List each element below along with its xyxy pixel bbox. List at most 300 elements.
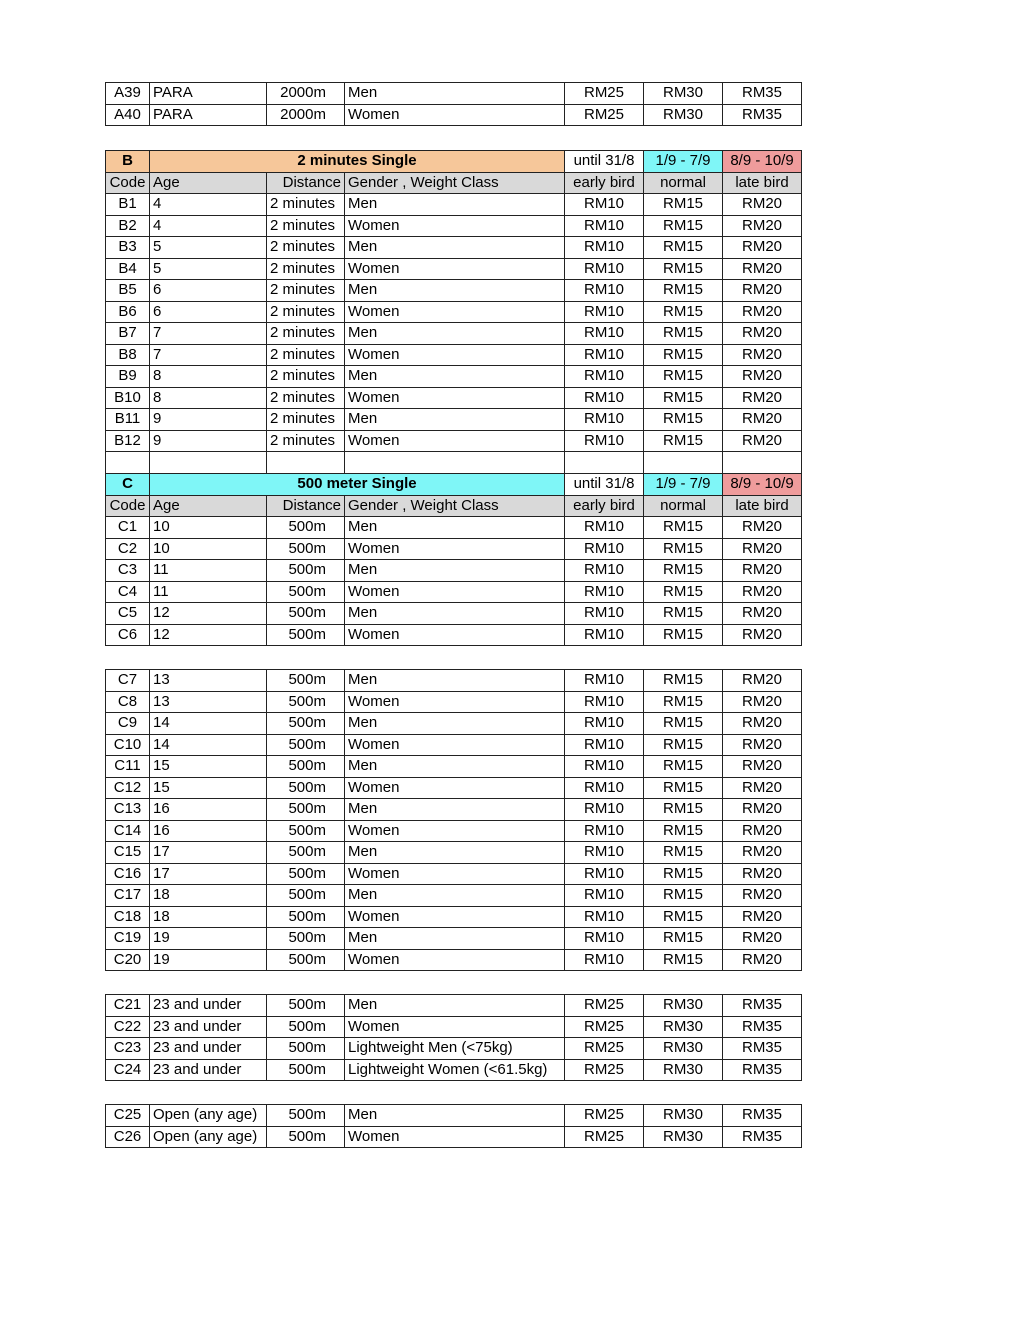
cell-age: 11 xyxy=(150,560,267,582)
table-row xyxy=(106,885,802,907)
cell-age: 4 xyxy=(150,194,267,216)
cell-early-fee: RM10 xyxy=(565,301,644,323)
cell-code: C25 xyxy=(106,1105,150,1127)
cell-early-fee: RM10 xyxy=(565,560,644,582)
cell-normal-fee: RM15 xyxy=(644,756,723,778)
cell-code: C8 xyxy=(106,691,150,713)
cell-late-fee: RM20 xyxy=(723,842,802,864)
cell-code: C20 xyxy=(106,949,150,971)
cell-normal-fee: RM15 xyxy=(644,928,723,950)
cell-age: 23 and under xyxy=(150,1016,267,1038)
cell-early-fee: RM10 xyxy=(565,280,644,302)
cell-late-fee: RM20 xyxy=(723,517,802,539)
cell-gender: Women xyxy=(345,691,565,713)
cell-age: 5 xyxy=(150,237,267,259)
cell-age: 23 and under xyxy=(150,995,267,1017)
table-row xyxy=(106,1016,802,1038)
cell-early-fee: RM10 xyxy=(565,538,644,560)
cell-code: B3 xyxy=(106,237,150,259)
cell-late-fee: RM20 xyxy=(723,194,802,216)
cell-late-fee: RM20 xyxy=(723,691,802,713)
cell-gender: Women xyxy=(345,1126,565,1148)
cell-distance: 2 minutes xyxy=(267,280,345,302)
cell-code: B9 xyxy=(106,366,150,388)
cell-early-fee: RM25 xyxy=(565,1126,644,1148)
cell-code: C23 xyxy=(106,1038,150,1060)
cell-early-fee: RM10 xyxy=(565,756,644,778)
cell-distance: 2 minutes xyxy=(267,409,345,431)
cell-code: C24 xyxy=(106,1059,150,1081)
cell-gender: Men xyxy=(345,670,565,692)
cell-code: C9 xyxy=(106,713,150,735)
section-a-table xyxy=(105,82,802,126)
table-row xyxy=(106,624,802,646)
cell-late-fee: RM20 xyxy=(723,713,802,735)
cell-late-fee: RM20 xyxy=(723,387,802,409)
cell-normal-fee: RM30 xyxy=(644,1059,723,1081)
period-normal: 1/9 - 7/9 xyxy=(644,151,723,173)
table-row xyxy=(106,863,802,885)
section-c-group2-table xyxy=(105,669,802,971)
cell-code: C2 xyxy=(106,538,150,560)
table-row xyxy=(106,1038,802,1060)
header-age: Age xyxy=(150,172,267,194)
cell-distance: 500m xyxy=(267,820,345,842)
cell-code: C17 xyxy=(106,885,150,907)
cell-distance: 500m xyxy=(267,777,345,799)
cell-age: 18 xyxy=(150,906,267,928)
table-row xyxy=(106,430,802,452)
header-distance: Distance xyxy=(267,495,345,517)
table-row xyxy=(106,344,802,366)
cell-normal-fee: RM15 xyxy=(644,430,723,452)
section-c-group4-table xyxy=(105,1104,802,1148)
cell-early-fee: RM25 xyxy=(565,1059,644,1081)
cell-code: C3 xyxy=(106,560,150,582)
cell-distance: 500m xyxy=(267,885,345,907)
cell-age: 18 xyxy=(150,885,267,907)
cell-late-fee: RM20 xyxy=(723,603,802,625)
cell-early-fee: RM10 xyxy=(565,430,644,452)
table-row xyxy=(106,409,802,431)
cell-distance: 500m xyxy=(267,670,345,692)
cell-normal-fee: RM15 xyxy=(644,366,723,388)
cell-code: C15 xyxy=(106,842,150,864)
cell-distance: 2 minutes xyxy=(267,194,345,216)
table-row xyxy=(106,842,802,864)
cell-code: C7 xyxy=(106,670,150,692)
cell-late-fee: RM35 xyxy=(723,83,802,105)
cell-gender: Women xyxy=(345,777,565,799)
cell-early-fee: RM10 xyxy=(565,517,644,539)
cell-late-fee: RM20 xyxy=(723,430,802,452)
table-row xyxy=(106,237,802,259)
table-row xyxy=(106,215,802,237)
cell-late-fee: RM20 xyxy=(723,949,802,971)
table-row xyxy=(106,538,802,560)
cell-distance: 500m xyxy=(267,560,345,582)
cell-normal-fee: RM15 xyxy=(644,691,723,713)
cell-age: 19 xyxy=(150,949,267,971)
cell-gender: Women xyxy=(345,820,565,842)
cell-age: 7 xyxy=(150,344,267,366)
table-row xyxy=(106,517,802,539)
cell-code: B5 xyxy=(106,280,150,302)
cell-gender: Women xyxy=(345,301,565,323)
cell-gender: Women xyxy=(345,430,565,452)
fee-sheet xyxy=(105,82,801,1148)
cell-normal-fee: RM15 xyxy=(644,538,723,560)
cell-distance: 2 minutes xyxy=(267,430,345,452)
cell-age: 12 xyxy=(150,603,267,625)
cell-gender: Men xyxy=(345,1105,565,1127)
header-code: Code xyxy=(106,495,150,517)
cell-normal-fee: RM15 xyxy=(644,949,723,971)
table-row xyxy=(106,104,802,126)
header-late: late bird xyxy=(723,495,802,517)
table-row xyxy=(106,581,802,603)
header-early: early bird xyxy=(565,495,644,517)
period-early: until 31/8 xyxy=(565,474,644,496)
cell-code: C4 xyxy=(106,581,150,603)
cell-age: 13 xyxy=(150,670,267,692)
cell-late-fee: RM35 xyxy=(723,1105,802,1127)
table-row xyxy=(106,560,802,582)
cell-age: 16 xyxy=(150,820,267,842)
cell-age: 17 xyxy=(150,863,267,885)
cell-age: 16 xyxy=(150,799,267,821)
cell-age: 6 xyxy=(150,301,267,323)
cell-normal-fee: RM15 xyxy=(644,624,723,646)
cell-early-fee: RM10 xyxy=(565,387,644,409)
period-normal: 1/9 - 7/9 xyxy=(644,474,723,496)
cell-early-fee: RM10 xyxy=(565,949,644,971)
cell-code: C13 xyxy=(106,799,150,821)
cell-age: Open (any age) xyxy=(150,1105,267,1127)
cell-early-fee: RM10 xyxy=(565,581,644,603)
cell-age: PARA xyxy=(150,83,267,105)
cell-late-fee: RM20 xyxy=(723,581,802,603)
table-row xyxy=(106,366,802,388)
cell-early-fee: RM25 xyxy=(565,104,644,126)
cell-early-fee: RM25 xyxy=(565,995,644,1017)
header-late: late bird xyxy=(723,172,802,194)
cell-code: B8 xyxy=(106,344,150,366)
cell-normal-fee: RM15 xyxy=(644,409,723,431)
cell-distance: 500m xyxy=(267,1016,345,1038)
cell-normal-fee: RM30 xyxy=(644,83,723,105)
cell-normal-fee: RM15 xyxy=(644,215,723,237)
cell-code: A40 xyxy=(106,104,150,126)
cell-gender: Men xyxy=(345,799,565,821)
cell-gender: Men xyxy=(345,409,565,431)
cell-late-fee: RM35 xyxy=(723,1016,802,1038)
cell-late-fee: RM20 xyxy=(723,237,802,259)
cell-normal-fee: RM30 xyxy=(644,995,723,1017)
cell-normal-fee: RM15 xyxy=(644,387,723,409)
cell-gender: Lightweight Women (<61.5kg) xyxy=(345,1059,565,1081)
cell-code: C5 xyxy=(106,603,150,625)
cell-early-fee: RM10 xyxy=(565,842,644,864)
table-row xyxy=(106,1105,802,1127)
cell-normal-fee: RM15 xyxy=(644,517,723,539)
cell-late-fee: RM20 xyxy=(723,280,802,302)
cell-distance: 2 minutes xyxy=(267,258,345,280)
cell-distance: 500m xyxy=(267,734,345,756)
cell-late-fee: RM20 xyxy=(723,820,802,842)
cell-age: 10 xyxy=(150,517,267,539)
cell-distance: 2 minutes xyxy=(267,237,345,259)
cell-age: 4 xyxy=(150,215,267,237)
cell-early-fee: RM10 xyxy=(565,670,644,692)
table-row xyxy=(106,194,802,216)
period-late: 8/9 - 10/9 xyxy=(723,474,802,496)
cell-normal-fee: RM15 xyxy=(644,734,723,756)
cell-code: C11 xyxy=(106,756,150,778)
cell-distance: 500m xyxy=(267,842,345,864)
cell-age: 9 xyxy=(150,409,267,431)
cell-early-fee: RM10 xyxy=(565,366,644,388)
cell-distance: 500m xyxy=(267,995,345,1017)
cell-age: 14 xyxy=(150,713,267,735)
header-age: Age xyxy=(150,495,267,517)
cell-early-fee: RM25 xyxy=(565,1016,644,1038)
cell-code: C22 xyxy=(106,1016,150,1038)
section-b-header-row xyxy=(106,172,802,194)
table-row xyxy=(106,83,802,105)
cell-late-fee: RM20 xyxy=(723,323,802,345)
cell-age: 8 xyxy=(150,387,267,409)
cell-normal-fee: RM15 xyxy=(644,581,723,603)
table-row xyxy=(106,258,802,280)
cell-code: B10 xyxy=(106,387,150,409)
table-row xyxy=(106,387,802,409)
cell-late-fee: RM20 xyxy=(723,624,802,646)
header-normal: normal xyxy=(644,495,723,517)
cell-distance: 500m xyxy=(267,928,345,950)
header-code: Code xyxy=(106,172,150,194)
cell-early-fee: RM10 xyxy=(565,713,644,735)
table-row xyxy=(106,949,802,971)
table-row xyxy=(106,995,802,1017)
cell-age: 6 xyxy=(150,280,267,302)
cell-normal-fee: RM15 xyxy=(644,603,723,625)
cell-gender: Women xyxy=(345,538,565,560)
section-b-table xyxy=(105,150,802,646)
cell-normal-fee: RM15 xyxy=(644,906,723,928)
cell-age: 10 xyxy=(150,538,267,560)
table-row xyxy=(106,1126,802,1148)
cell-normal-fee: RM15 xyxy=(644,713,723,735)
cell-gender: Men xyxy=(345,237,565,259)
cell-code: C14 xyxy=(106,820,150,842)
table-row xyxy=(106,820,802,842)
cell-normal-fee: RM15 xyxy=(644,280,723,302)
cell-code: B1 xyxy=(106,194,150,216)
cell-late-fee: RM20 xyxy=(723,344,802,366)
cell-distance: 2 minutes xyxy=(267,215,345,237)
period-late: 8/9 - 10/9 xyxy=(723,151,802,173)
cell-distance: 500m xyxy=(267,1126,345,1148)
cell-gender: Men xyxy=(345,194,565,216)
cell-age: 5 xyxy=(150,258,267,280)
cell-age: 13 xyxy=(150,691,267,713)
table-row xyxy=(106,691,802,713)
cell-gender: Men xyxy=(345,366,565,388)
cell-code: C21 xyxy=(106,995,150,1017)
cell-gender: Men xyxy=(345,842,565,864)
cell-gender: Men xyxy=(345,280,565,302)
cell-early-fee: RM25 xyxy=(565,1105,644,1127)
cell-normal-fee: RM15 xyxy=(644,777,723,799)
cell-normal-fee: RM30 xyxy=(644,1105,723,1127)
cell-normal-fee: RM15 xyxy=(644,237,723,259)
cell-age: 23 and under xyxy=(150,1038,267,1060)
cell-late-fee: RM35 xyxy=(723,995,802,1017)
cell-gender: Women xyxy=(345,1016,565,1038)
table-row xyxy=(106,906,802,928)
cell-normal-fee: RM15 xyxy=(644,258,723,280)
cell-gender: Women xyxy=(345,387,565,409)
cell-normal-fee: RM15 xyxy=(644,344,723,366)
cell-gender: Women xyxy=(345,624,565,646)
cell-normal-fee: RM30 xyxy=(644,1038,723,1060)
cell-normal-fee: RM15 xyxy=(644,670,723,692)
cell-late-fee: RM35 xyxy=(723,1038,802,1060)
cell-gender: Men xyxy=(345,560,565,582)
table-row xyxy=(106,1059,802,1081)
cell-gender: Women xyxy=(345,906,565,928)
cell-gender: Men xyxy=(345,928,565,950)
cell-normal-fee: RM30 xyxy=(644,1016,723,1038)
section-title: 500 meter Single xyxy=(150,474,565,496)
cell-early-fee: RM10 xyxy=(565,928,644,950)
table-row xyxy=(106,280,802,302)
cell-distance: 500m xyxy=(267,799,345,821)
cell-early-fee: RM10 xyxy=(565,799,644,821)
cell-early-fee: RM10 xyxy=(565,323,644,345)
cell-early-fee: RM10 xyxy=(565,194,644,216)
cell-late-fee: RM20 xyxy=(723,670,802,692)
cell-distance: 500m xyxy=(267,581,345,603)
cell-distance: 500m xyxy=(267,756,345,778)
cell-late-fee: RM20 xyxy=(723,799,802,821)
table-row xyxy=(106,777,802,799)
cell-age: 15 xyxy=(150,777,267,799)
cell-code: C16 xyxy=(106,863,150,885)
cell-late-fee: RM20 xyxy=(723,777,802,799)
cell-late-fee: RM20 xyxy=(723,928,802,950)
table-row xyxy=(106,301,802,323)
cell-late-fee: RM20 xyxy=(723,863,802,885)
cell-age: 8 xyxy=(150,366,267,388)
cell-distance: 500m xyxy=(267,624,345,646)
header-normal: normal xyxy=(644,172,723,194)
cell-distance: 500m xyxy=(267,538,345,560)
header-gender: Gender , Weight Class xyxy=(345,495,565,517)
cell-distance: 2 minutes xyxy=(267,301,345,323)
cell-distance: 500m xyxy=(267,691,345,713)
table-row xyxy=(106,734,802,756)
cell-age: 12 xyxy=(150,624,267,646)
header-distance: Distance xyxy=(267,172,345,194)
cell-late-fee: RM20 xyxy=(723,734,802,756)
cell-normal-fee: RM15 xyxy=(644,194,723,216)
cell-early-fee: RM10 xyxy=(565,820,644,842)
cell-age: 15 xyxy=(150,756,267,778)
cell-age: 17 xyxy=(150,842,267,864)
cell-age: 11 xyxy=(150,581,267,603)
cell-gender: Lightweight Men (<75kg) xyxy=(345,1038,565,1060)
cell-normal-fee: RM30 xyxy=(644,104,723,126)
cell-late-fee: RM20 xyxy=(723,258,802,280)
cell-early-fee: RM10 xyxy=(565,409,644,431)
cell-normal-fee: RM15 xyxy=(644,560,723,582)
cell-early-fee: RM10 xyxy=(565,906,644,928)
cell-normal-fee: RM15 xyxy=(644,842,723,864)
cell-distance: 500m xyxy=(267,1105,345,1127)
cell-early-fee: RM10 xyxy=(565,603,644,625)
cell-distance: 2 minutes xyxy=(267,366,345,388)
cell-gender: Men xyxy=(345,83,565,105)
cell-code: C26 xyxy=(106,1126,150,1148)
header-early: early bird xyxy=(565,172,644,194)
table-row xyxy=(106,799,802,821)
cell-normal-fee: RM15 xyxy=(644,885,723,907)
cell-code: C1 xyxy=(106,517,150,539)
period-early: until 31/8 xyxy=(565,151,644,173)
cell-gender: Men xyxy=(345,323,565,345)
cell-code: B6 xyxy=(106,301,150,323)
cell-code: C18 xyxy=(106,906,150,928)
cell-early-fee: RM10 xyxy=(565,344,644,366)
cell-early-fee: RM10 xyxy=(565,215,644,237)
cell-gender: Men xyxy=(345,885,565,907)
cell-normal-fee: RM15 xyxy=(644,323,723,345)
table-row xyxy=(106,670,802,692)
cell-code: C19 xyxy=(106,928,150,950)
cell-early-fee: RM10 xyxy=(565,258,644,280)
cell-age: 7 xyxy=(150,323,267,345)
cell-late-fee: RM20 xyxy=(723,366,802,388)
cell-code: B4 xyxy=(106,258,150,280)
cell-normal-fee: RM15 xyxy=(644,863,723,885)
table-row xyxy=(106,756,802,778)
cell-age: PARA xyxy=(150,104,267,126)
cell-late-fee: RM20 xyxy=(723,215,802,237)
cell-age: 23 and under xyxy=(150,1059,267,1081)
cell-normal-fee: RM15 xyxy=(644,301,723,323)
section-title: 2 minutes Single xyxy=(150,151,565,173)
cell-code: C10 xyxy=(106,734,150,756)
cell-early-fee: RM10 xyxy=(565,863,644,885)
section-b-title-row xyxy=(106,151,802,173)
cell-late-fee: RM20 xyxy=(723,885,802,907)
cell-distance: 500m xyxy=(267,1038,345,1060)
cell-code: A39 xyxy=(106,83,150,105)
table-row xyxy=(106,713,802,735)
cell-early-fee: RM10 xyxy=(565,237,644,259)
cell-early-fee: RM10 xyxy=(565,885,644,907)
cell-normal-fee: RM15 xyxy=(644,820,723,842)
cell-distance: 500m xyxy=(267,603,345,625)
cell-late-fee: RM35 xyxy=(723,1059,802,1081)
section-c-header-row xyxy=(106,495,802,517)
cell-gender: Women xyxy=(345,215,565,237)
cell-code: B2 xyxy=(106,215,150,237)
section-c-group3-table xyxy=(105,994,802,1081)
cell-gender: Women xyxy=(345,863,565,885)
